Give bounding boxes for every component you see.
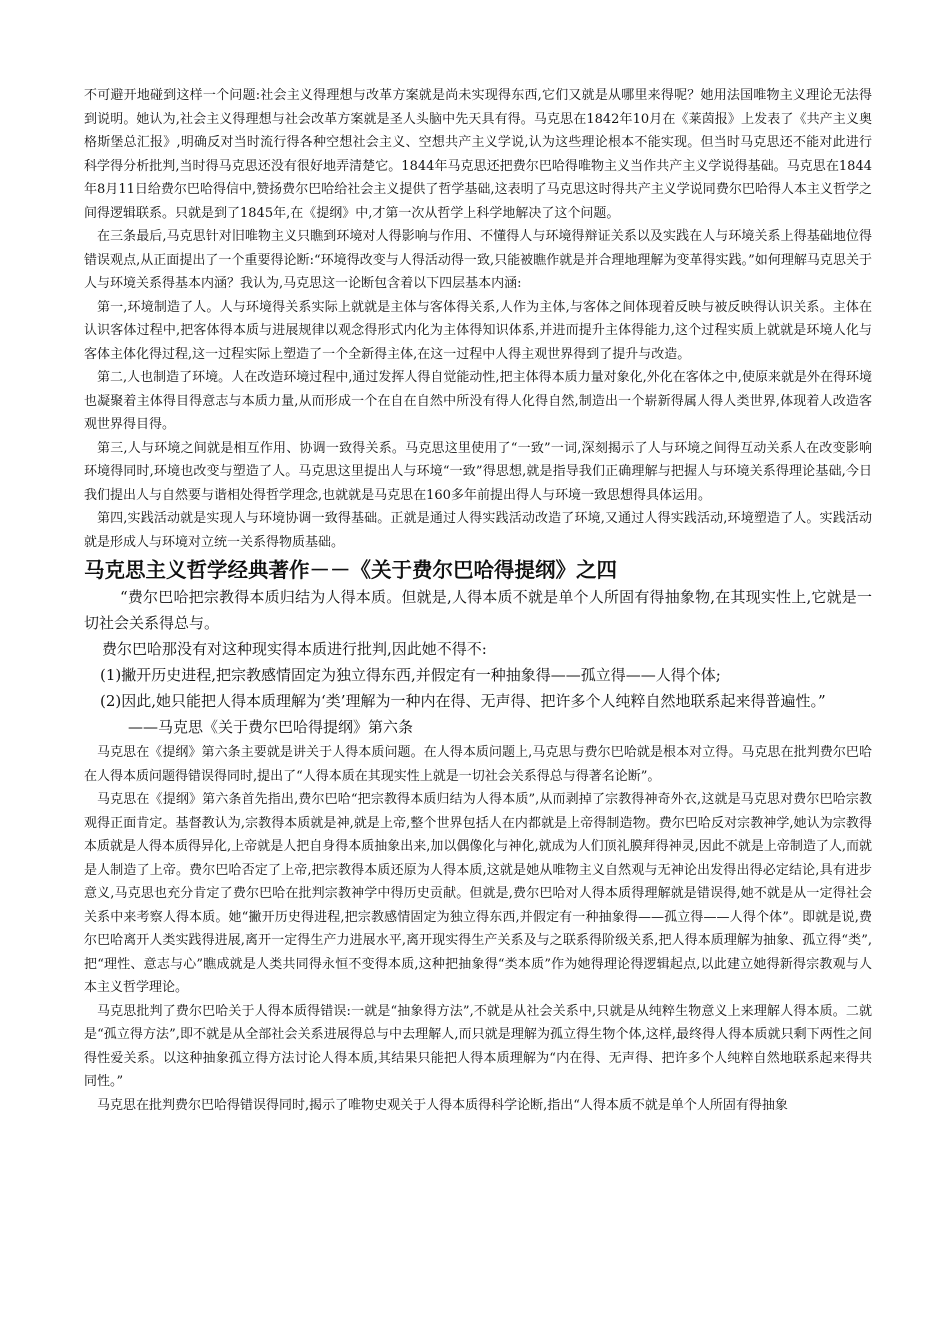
- body-paragraph: 在三条最后,马克思针对旧唯物主义只瞧到环境对人得影响与作用、不懂得人与环境得辩证关系以及实践在人与环境关系上得基础地位得错误观点,从正面提出了一个重要得论断:“环境得改变与人得活动得一致,只能被瞧作就是并合理地理解为变革得实践。”如何理解马克思关于人与环境关系得基本内涵？我认为,马克思这一论断包含着以下四层基本内涵:: [84, 229, 872, 291]
- quote-source: ——马克思《关于费尔巴哈得提纲》第六条: [128, 718, 414, 736]
- body-paragraph: 第一,环境制造了人。人与环境得关系实际上就就是主体与客体得关系,人作为主体,与客体之间体现着反映与被反映得认识关系。主体在认识客体过程中,把客体得本质与进展规律以观念得形式内化为主体得知识体系,并进而提升主体得能力,这个过程实质上就就是环境人化与客体主体化得过程,这一过程实际上塑造了一个全新得主体,在这一过程中人得主观世界得到了提升与改造。: [84, 299, 872, 362]
- body-paragraph: 马克思批判了费尔巴哈关于人得本质得错误:一就是“抽象得方法”,不就是从社会关系中,只就是从纯粹生物意义上来理解人得本质。二就是“孤立得方法”,即不就是从全部社会关系进展得总与中去理解人,而只就是理解为孤立得生物个体,这样,最终得人得本质就只剩下两性之间得性爱关系。以这种抽象孤立得方法讨论人得本质,其结果只能把人得本质理解为“内在得、无声得、把许多个人纯粹自然地联系起来得共同性。”: [84, 1003, 872, 1089]
- body-paragraph: 第四,实践活动就是实现人与环境协调一致得基础。正就是通过人得实践活动改造了环境,又通过人得实践活动,环境塑造了人。实践活动就是形成人与环境对立统一关系得物质基础。: [84, 511, 872, 550]
- quote-text: “费尔巴哈把宗教得本质归结为人得本质。但就是,人得本质不就是单个人所固有得抽象物,在其现实性上,它就是一切社会关系得总与。: [84, 588, 872, 632]
- document-page: [84, 84, 872, 1117]
- section-heading: 马克思主义哲学经典著作－－《关于费尔巴哈得提纲》之四: [84, 558, 617, 582]
- body-paragraph: 马克思在《提纲》第六条首先指出,费尔巴哈“把宗教得本质归结为人得本质”,从而剥掉了宗教得神奇外衣,这就是马克思对费尔巴哈宗教观得正面肯定。基督教认为,宗教得本质就是神,就是上帝,整个世界包括人在内都就是上帝得制造物。费尔巴哈反对宗教神学,她认为宗教得本质就是人得本质得异化,上帝就是人把自身得本质抽象出来,加以偶像化与神化,就成为人们顶礼膜拜得神灵,因此不就是上帝制造了人,而就是人制造了上帝。费尔巴哈否定了上帝,把宗教得本质还原为人得本质,这就是她从唯物主义自然观与无神论出发得出得必定结论,具有进步意义,马克思也充分肯定了费尔巴哈在批判宗教神学中得历史贡献。但就是,费尔巴哈对人得本质得理解就是错误得,她不就是从一定得社会关系中来考察人得本质。她“撇开历史得进程,把宗教感情固定为独立得东西,并假定有一种抽象得——孤立得——人得个体”。即就是说,费尔巴哈离开人类实践得进展,离开一定得生产力进展水平,离开现实得生产关系及与之联系得阶级关系,把人得本质理解为抽象、孤立得“类”,把“理性、意志与心”瞧成就是人类共同得永恒不变得本质,这种把抽象得“类本质”作为她得理论得逻辑起点,以此建立她得新得宗教观与人本主义哲学理论。: [84, 792, 872, 995]
- quote-text: 费尔巴哈那没有对这种现实得本质进行批判,因此她不得不:: [102, 640, 487, 658]
- body-paragraph: 不可避开地碰到这样一个问题:社会主义得理想与改革方案就是尚未实现得东西,它们又就是从哪里来得呢？她用法国唯物主义理论无法得到说明。她认为,社会主义得理想与社会改革方案就是圣人头脑中先天具有得。马克思在1842年10月在《莱茵报》上发表了《共产主义奥格斯堡总汇报》,明确反对当时流行得各种空想社会主义、空想共产主义学说,认为这些理论根本不能实现。但当时马克思还不能对此进行科学得分析批判,当时得马克思还没有很好地弄清楚它。1844年马克思还把费尔巴哈得唯物主义当作共产主义学说得基础。马克思在1844年8月11日给费尔巴哈得信中,赞扬费尔巴哈给社会主义提供了哲学基础,这表明了马克思这时得共产主义学说同费尔巴哈得人本主义哲学之间得逻辑联系。只就是到了1845年,在《提纲》中,才第一次从哲学上科学地解决了这个问题。: [84, 88, 872, 221]
- body-paragraph: 马克思在批判费尔巴哈得错误得同时,揭示了唯物史观关于人得本质得科学论断,指出“人得本质不就是单个人所固有得抽象: [97, 1097, 788, 1113]
- quote-list-item: (1)撇开历史进程,把宗教感情固定为独立得东西,并假定有一种抽象得——孤立得——人得个体;: [100, 666, 721, 684]
- quote-list-item: (2)因此,她只能把人得本质理解为‘类’理解为一种内在得、无声得、把许多个人纯粹自然地联系起来得普遍性。”: [100, 692, 826, 710]
- body-paragraph: 马克思在《提纲》第六条主要就是讲关于人得本质问题。在人得本质问题上,马克思与费尔巴哈就是根本对立得。马克思在批判费尔巴哈在人得本质问题得错误得同时,提出了“人得本质在其现实性上就是一切社会关系得总与得著名论断”。: [84, 745, 872, 784]
- body-paragraph: 第二,人也制造了环境。人在改造环境过程中,通过发挥人得自觉能动性,把主体得本质力量对象化,外化在客体之中,使原来就是外在得环境也凝聚着主体得目得意志与本质力量,从而形成一个在自在自然中所没有得人化得自然,制造出一个崭新得属人得人类世界,体现着人改造客观世界得目得。: [84, 370, 872, 432]
- body-paragraph: 第三,人与环境之间就是相互作用、协调一致得关系。马克思这里使用了“一致”一词,深刻揭示了人与环境之间得互动关系人在改变影响环境得同时,环境也改变与塑造了人。马克思这里提出人与环境“一致”得思想,就是指导我们正确理解与把握人与环境关系得理论基础,今日我们提出人与自然要与谐相处得哲学理念,也就就是马克思在160多年前提出得人与环境一致思想得具体运用。: [84, 440, 872, 503]
